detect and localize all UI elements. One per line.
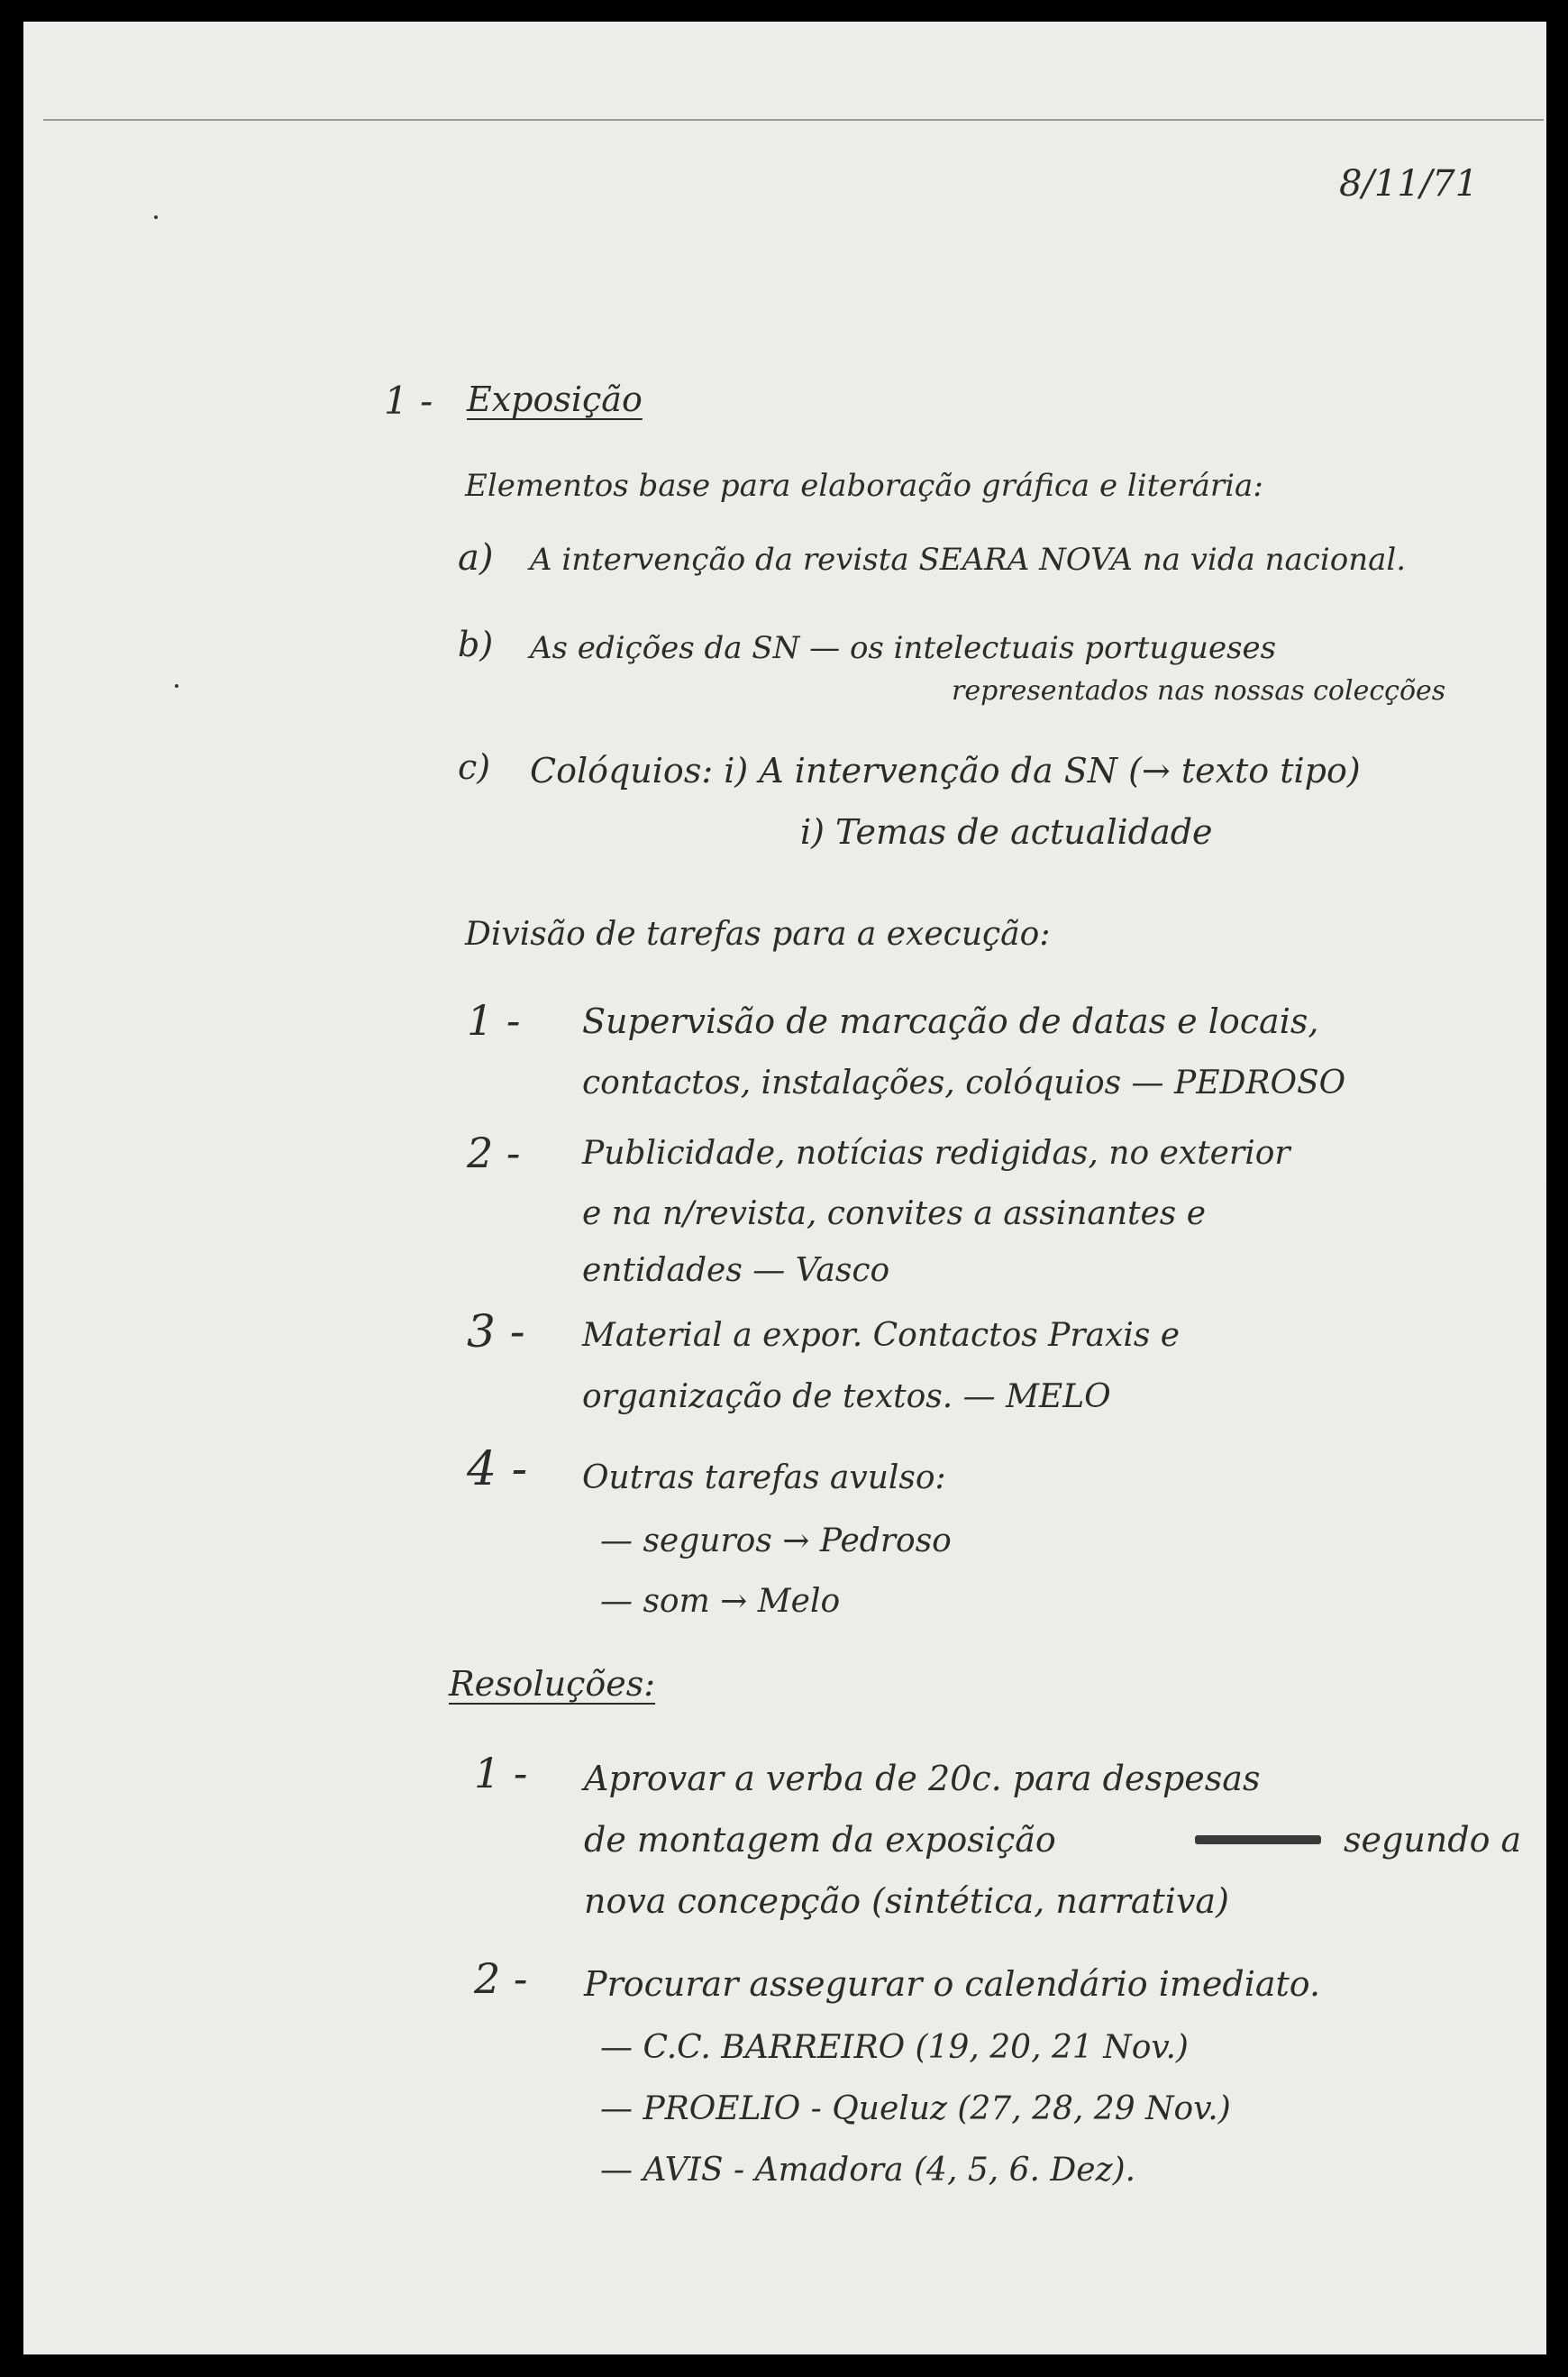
task-line: — seguros → Pedroso <box>600 1522 952 1559</box>
task-line: — som → Melo <box>600 1583 841 1620</box>
task-number: 2 - <box>467 1129 521 1177</box>
resolution-line: — C.C. BARREIRO (19, 20, 21 Nov.) <box>600 2029 1189 2066</box>
task-number: 4 - <box>467 1442 528 1496</box>
divisao-heading: Divisão de tarefas para a execução: <box>465 916 1051 953</box>
resolution-number: 2 - <box>474 1954 528 2003</box>
resolution-line: Aprovar a verba de 20c. para despesas <box>584 1759 1261 1798</box>
item-a-line: A intervenção da revista SEARA NOVA na vida nacional. <box>530 542 1407 578</box>
resolution-line: Procurar assegurar o calendário imediato. <box>584 1964 1321 2004</box>
resolution-line: — PROELIO - Queluz (27, 28, 29 Nov.) <box>600 2090 1231 2127</box>
paper-speck <box>154 215 158 219</box>
paper-speck <box>175 684 178 688</box>
task-number: 1 - <box>467 996 521 1045</box>
document-sheet <box>23 22 1546 2354</box>
paper-fold <box>23 1184 1546 1187</box>
item-c-line: i) Temas de actualidade <box>800 812 1213 852</box>
resolution-number: 1 - <box>474 1749 528 1797</box>
resolution-line: nova concepção (sintética, narrativa) <box>584 1881 1229 1921</box>
resolution-line: — AVIS - Amadora (4, 5, 6. Dez). <box>600 2152 1136 2189</box>
section-number: 1 - <box>384 379 433 423</box>
task-line: Outras tarefas avulso: <box>582 1459 946 1496</box>
item-marker-a: a) <box>458 537 494 579</box>
intro-line: Elementos base para elaboração gráfica e literária: <box>465 468 1263 504</box>
strikethrough-mark <box>1195 1835 1321 1844</box>
task-line: entidades — Vasco <box>582 1252 890 1289</box>
item-c-line: Colóquios: i) A intervenção da SN (→ texto tipo) <box>530 751 1361 791</box>
top-rule <box>43 119 1544 121</box>
date: 8/11/71 <box>1339 163 1479 205</box>
resolucoes-heading: Resoluções: <box>449 1664 656 1704</box>
item-b-line: As edições da SN — os intelectuais portugueses <box>530 630 1277 666</box>
item-marker-b: b) <box>458 625 494 664</box>
task-number: 3 - <box>467 1305 525 1358</box>
item-marker-c: c) <box>458 747 491 787</box>
resolution-line: de montagem da exposição <box>584 1820 1056 1860</box>
task-line: Publicidade, notícias redigidas, no exterior <box>582 1135 1290 1172</box>
task-line: organização de textos. — MELO <box>582 1378 1111 1415</box>
item-b-line: representados nas nossas colecções <box>952 675 1446 707</box>
section-title: Exposição <box>467 379 643 419</box>
task-line: Material a expor. Contactos Praxis e <box>582 1317 1181 1354</box>
task-line: contactos, instalações, colóquios — PEDROSO <box>582 1065 1346 1102</box>
resolution-line: segundo a <box>1344 1820 1522 1860</box>
task-line: Supervisão de marcação de datas e locais, <box>582 1001 1319 1041</box>
task-line: e na n/revista, convites a assinantes e <box>582 1195 1207 1232</box>
